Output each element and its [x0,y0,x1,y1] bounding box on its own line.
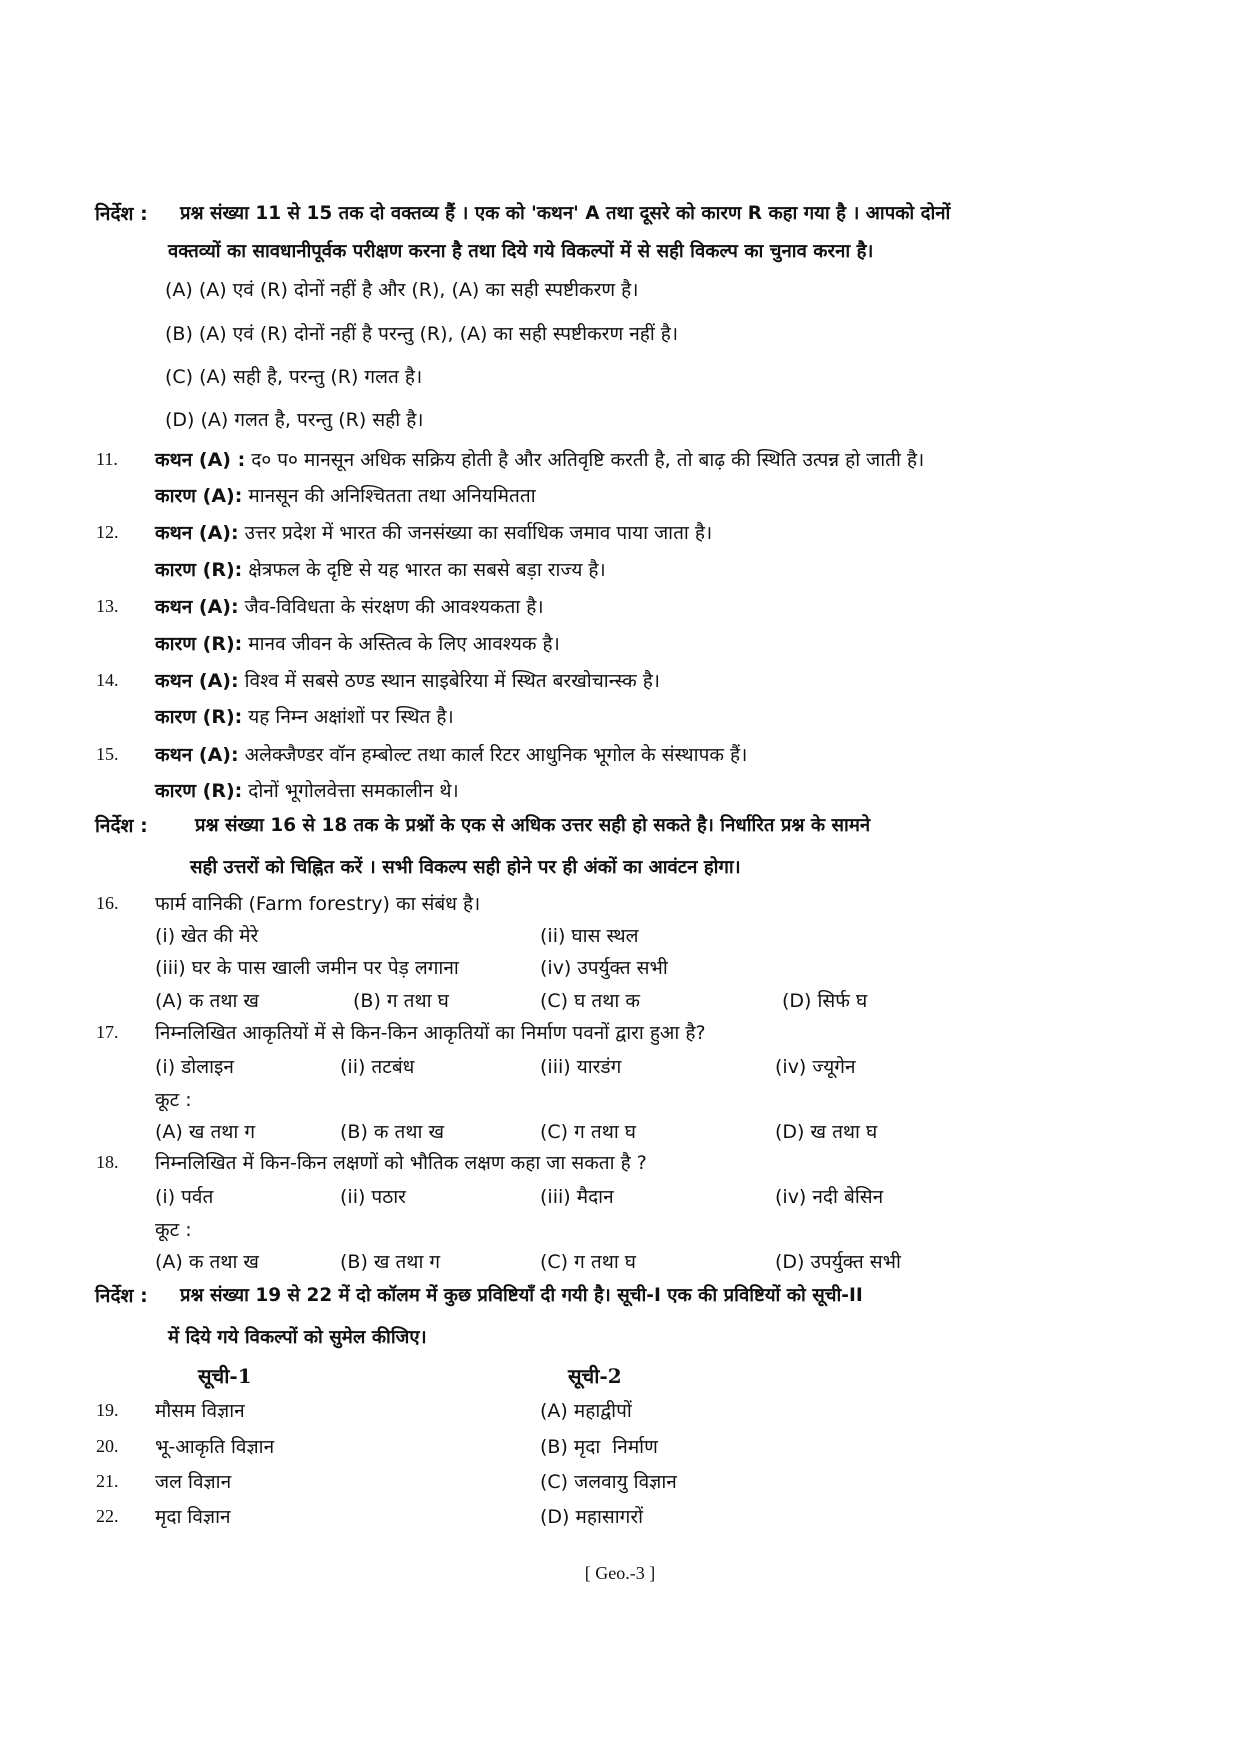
assertion-text: विश्व में सबसे ठण्ड स्थान साइबेरिया में स्थित बरखोचान्स्क है। [238,670,660,692]
reason-label: कारण (R): [155,633,243,655]
question-item: (iii) मैदान [540,1186,614,1208]
question-item: (i) खेत की मेरे [155,925,259,947]
assertion-label: कथन (A): [155,670,239,692]
direction-text-line: सही उत्तरों को चिह्नित करें । सभी विकल्प सही होने पर ही अंकों का आवंटन होगा। [190,857,741,878]
question-item: (i) पर्वत [155,1186,214,1208]
answer-option: (D) ख तथा घ [775,1121,878,1143]
match-left: मृदा विज्ञान [155,1506,231,1528]
question-item: (iii) यारडंग [540,1056,622,1078]
match-number: 20. [96,1436,119,1456]
reason-label: कारण (A): [155,485,243,507]
assertion-line [155,741,747,767]
answer-option: (C) ग तथा घ [540,1121,637,1143]
assertion-line [155,519,712,545]
question-number: 16. [96,893,119,913]
answer-option: (A) क तथा ख [155,1251,259,1273]
direction-text-line: प्रश्न संख्या 11 से 15 तक दो वक्तव्य हैं । एक को 'कथन' A तथा दूसरे को कारण R कहा गया है । आपको दोनों [180,203,951,224]
question-item: (ii) पठार [340,1186,406,1208]
match-right: (D) महासागरों [540,1506,644,1528]
match-number: 21. [96,1471,119,1491]
direction-text-line: प्रश्न संख्या 19 से 22 में दो कॉलम में कुछ प्रविष्टियाँ दी गयी है। सूची-I एक की प्रविष्टियों को सूची-II [180,1285,863,1306]
reason-line [155,703,454,729]
direction-label: निर्देश : [95,815,148,837]
reason-text: क्षेत्रफल के दृष्टि से यह भारत का सबसे बड़ा राज्य है। [242,559,606,581]
question-item: (ii) घास स्थल [540,925,639,947]
page-footer: [ Geo.-3 ] [584,1563,656,1583]
question-number: 11. [96,449,118,469]
assertion-label: कथन (A): [155,522,239,544]
code-label: कूट : [155,1219,192,1241]
answer-option: (A) क तथा ख [155,990,259,1012]
question-number: 12. [96,522,119,542]
code-label: कूट : [155,1089,192,1111]
match-left: जल विज्ञान [155,1471,232,1493]
assertion-label: कथन (A) : [155,449,246,471]
question-item: (i) डोलाइन [155,1056,234,1078]
assertion-text: द० प० मानसून अधिक सक्रिय होती है और अतिवृष्टि करती है, तो बाढ़ की स्थिति उत्पन्न हो जाती है। [245,449,925,471]
assertion-text: उत्तर प्रदेश में भारत की जनसंख्या का सर्वाधिक जमाव पाया जाता है। [238,522,713,544]
assertion-option: (B) (A) एवं (R) दोनों नहीं है परन्तु (R), (A) का सही स्पष्टीकरण नहीं है। [165,323,679,345]
assertion-option: (D) (A) गलत है, परन्तु (R) सही है। [165,409,424,431]
assertion-line [155,593,544,619]
answer-option: (A) ख तथा ग [155,1121,256,1143]
match-right: (B) मृदा निर्माण [540,1436,658,1458]
direction-1 [0,196,1240,268]
reason-line [155,777,459,803]
direction-3 [0,1278,1240,1358]
list1-title: सूची-1 [198,1364,252,1388]
question-text: निम्नलिखित में किन-किन लक्षणों को भौतिक लक्षण कहा जा सकता है ? [155,1152,647,1174]
answer-option: (C) ग तथा घ [540,1251,637,1273]
assertion-line [155,667,660,693]
reason-label: कारण (R): [155,780,243,802]
reason-text: मानसून की अनिश्चितता तथा अनियमितता [242,485,536,507]
reason-line [155,556,606,582]
reason-label: कारण (R): [155,559,243,581]
match-number: 22. [96,1506,119,1526]
direction-text-line: में दिये गये विकल्पों को सुमेल कीजिए। [168,1327,427,1348]
reason-label: कारण (R): [155,706,243,728]
question-item: (iii) घर के पास खाली जमीन पर पेड़ लगाना [155,957,459,979]
reason-text: दोनों भूगोलवेत्ता समकालीन थे। [242,780,459,802]
assertion-label: कथन (A): [155,744,239,766]
question-number: 18. [96,1152,119,1172]
match-right: (C) जलवायु विज्ञान [540,1471,677,1493]
direction-label: निर्देश : [95,1285,148,1307]
question-text: निम्नलिखित आकृतियों में से किन-किन आकृतियों का निर्माण पवनों द्वारा हुआ है? [155,1022,706,1044]
reason-text: मानव जीवन के अस्तित्व के लिए आवश्यक है। [242,633,560,655]
reason-line [155,630,560,656]
match-left: भू-आकृति विज्ञान [155,1436,275,1458]
assertion-option: (C) (A) सही है, परन्तु (R) गलत है। [165,366,423,388]
question-item: (iv) ज्यूगेन [775,1056,856,1078]
match-number: 19. [96,1400,119,1420]
direction-label: निर्देश : [95,203,148,225]
answer-option: (D) उपर्युक्त सभी [775,1251,901,1273]
question-number: 17. [96,1022,119,1042]
question-number: 13. [96,596,119,616]
answer-option: (B) क तथा ख [340,1121,445,1143]
direction-2 [0,808,1240,888]
assertion-text: जैव-विविधता के संरक्षण की आवश्यकता है। [238,596,544,618]
answer-option: (C) घ तथा क [540,990,640,1012]
answer-option: (D) सिर्फ घ [782,990,868,1012]
match-left: मौसम विज्ञान [155,1400,245,1422]
assertion-line [155,446,924,472]
question-item: (iv) नदी बेसिन [775,1186,884,1208]
assertion-text: अलेक्जैण्डर वॉन हम्बोल्ट तथा कार्ल रिटर आधुनिक भूगोल के संस्थापक हैं। [238,744,748,766]
answer-option: (B) ख तथा ग [340,1251,441,1273]
direction-text-line: प्रश्न संख्या 16 से 18 तक के प्रश्नों के एक से अधिक उत्तर सही हो सकते है। निर्धारित प्रश्न के सामने [195,815,871,836]
direction-text-line: वक्तव्यों का सावधानीपूर्वक परीक्षण करना है तथा दिये गये विकल्पों में से सही विकल्प का चुनाव करना है। [168,241,874,262]
question-item: (iv) उपर्युक्त सभी [540,957,668,979]
reason-text: यह निम्न अक्षांशों पर स्थित है। [242,706,454,728]
answer-option: (B) ग तथा घ [353,990,449,1012]
match-right: (A) महाद्वीपों [540,1400,632,1422]
reason-line [155,482,536,508]
question-number: 15. [96,744,119,764]
assertion-label: कथन (A): [155,596,239,618]
question-item: (ii) तटबंध [340,1056,415,1078]
question-number: 14. [96,670,119,690]
list2-title: सूची-2 [568,1364,622,1388]
question-text: फार्म वानिकी (Farm forestry) का संबंध है। [155,893,481,915]
assertion-option: (A) (A) एवं (R) दोनों नहीं है और (R), (A) का सही स्पष्टीकरण है। [165,279,639,301]
